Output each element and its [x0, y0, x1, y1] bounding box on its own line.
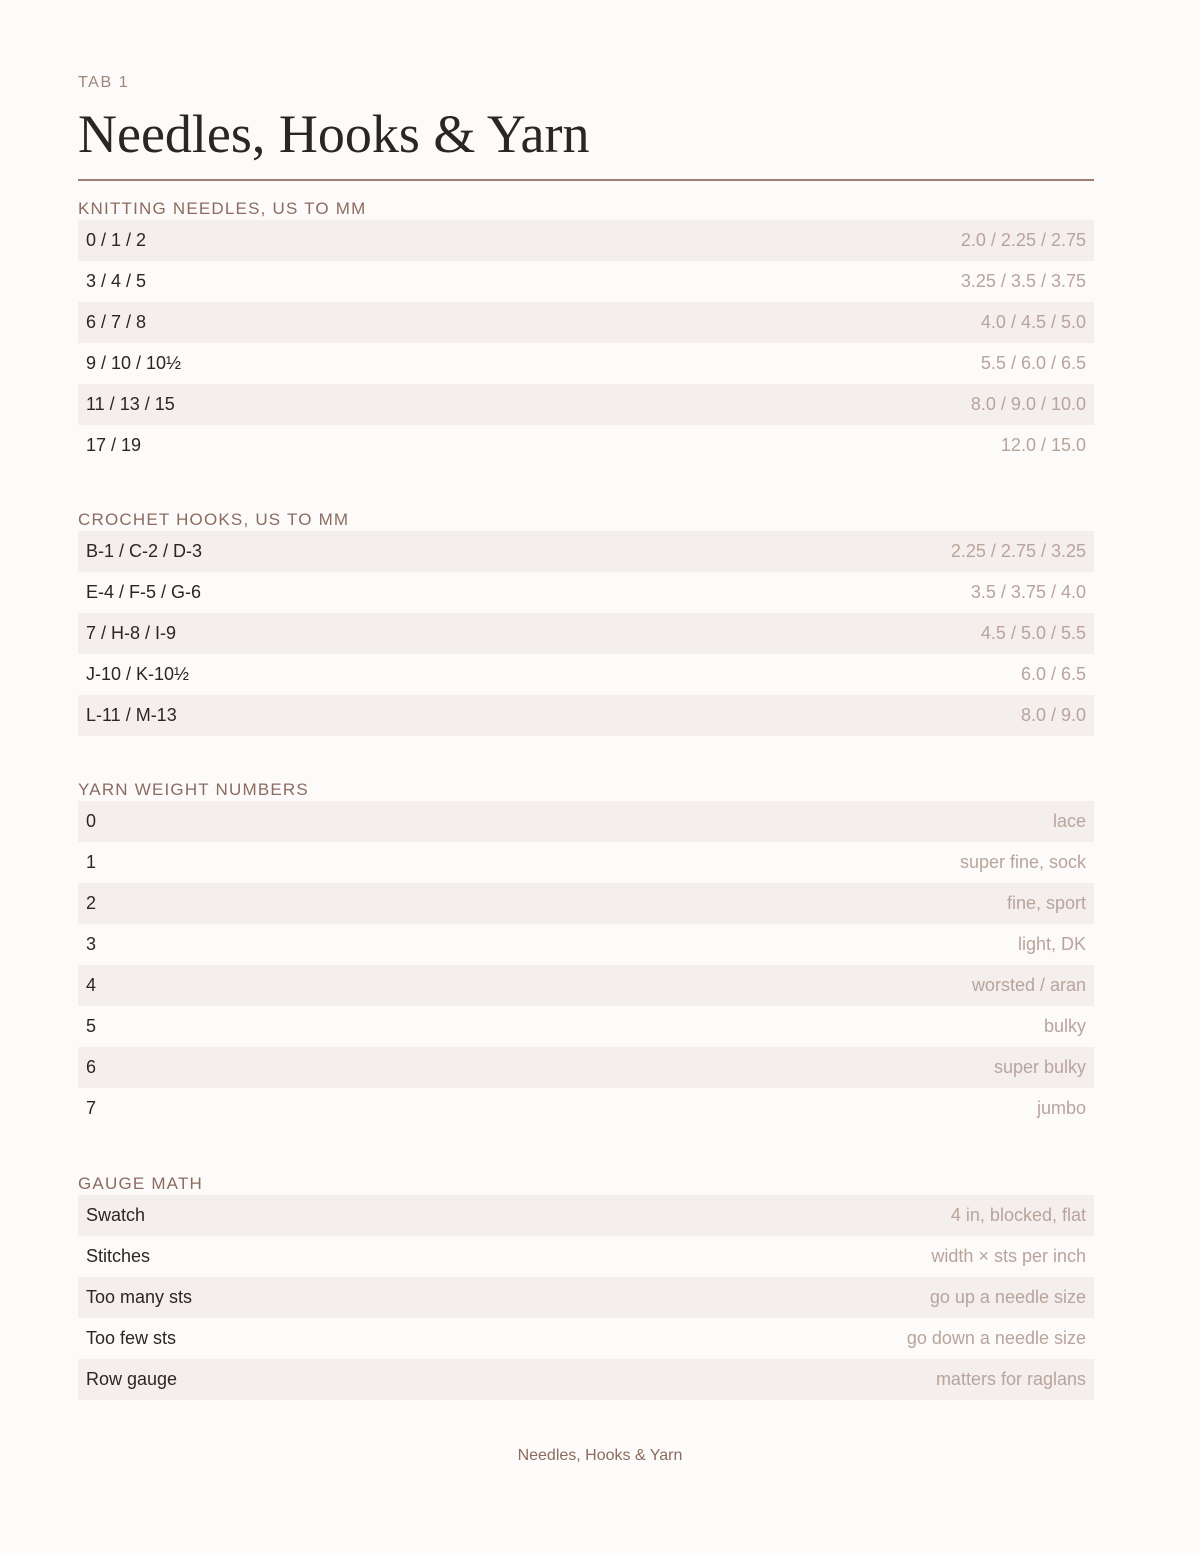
table-row: [78, 425, 1094, 466]
table-row: [78, 1195, 1094, 1236]
row-value: 4.5 / 5.0 / 5.5: [980, 623, 1086, 643]
row-value: go up a needle size: [929, 1287, 1086, 1307]
table-row: [78, 883, 1094, 924]
row-value: jumbo: [1036, 1098, 1086, 1118]
row-key: E-4 / F-5 / G-6: [86, 582, 202, 602]
table-row: [78, 220, 1094, 261]
row-key: 0: [86, 811, 97, 831]
section-heading: KNITTING NEEDLES, US TO MM: [78, 199, 367, 218]
row-value: 4.0 / 4.5 / 5.0: [980, 312, 1086, 332]
page-footer: Needles, Hooks & Yarn: [517, 1447, 683, 1464]
table-row: [78, 1006, 1094, 1047]
row-key: L-11 / M-13: [86, 705, 177, 725]
row-key: Too many sts: [86, 1287, 193, 1307]
section-heading: CROCHET HOOKS, US TO MM: [78, 510, 350, 529]
row-key: 7: [86, 1098, 97, 1118]
row-value: width × sts per inch: [931, 1246, 1086, 1266]
row-value: super fine, sock: [959, 852, 1086, 872]
row-value: matters for raglans: [935, 1369, 1086, 1389]
row-value: 8.0 / 9.0 / 10.0: [970, 394, 1086, 414]
row-value: light, DK: [1017, 934, 1086, 954]
row-value: fine, sport: [1006, 893, 1086, 913]
table-row: [78, 965, 1094, 1006]
row-key: 7 / H-8 / I-9: [86, 623, 177, 643]
table-row: [78, 531, 1094, 572]
knitting-needles-table: [78, 220, 1094, 466]
table-row: [78, 842, 1094, 883]
row-key: 5: [86, 1016, 97, 1036]
tab-label: TAB 1: [78, 74, 130, 91]
table-row: [78, 654, 1094, 695]
section-yarn-weights: [78, 779, 1094, 1129]
table-row: [78, 1318, 1094, 1359]
row-key: 3: [86, 934, 97, 954]
table-row: [78, 1277, 1094, 1318]
row-key: Stitches: [86, 1246, 151, 1266]
section-knitting-needles: [78, 198, 1094, 466]
row-key: 0 / 1 / 2: [86, 230, 147, 250]
table-row: [78, 613, 1094, 654]
row-key: 17 / 19: [86, 435, 142, 455]
row-key: Too few sts: [86, 1328, 177, 1348]
row-key: 1: [86, 852, 97, 872]
row-value: 2.0 / 2.25 / 2.75: [960, 230, 1086, 250]
table-row: [78, 343, 1094, 384]
row-value: 6.0 / 6.5: [1020, 664, 1086, 684]
row-value: super bulky: [993, 1057, 1086, 1077]
table-row: [78, 1359, 1094, 1400]
section-crochet-hooks: [78, 509, 1094, 736]
row-key: Swatch: [86, 1205, 146, 1225]
row-value: 3.25 / 3.5 / 3.75: [960, 271, 1086, 291]
gauge-math-table: [78, 1195, 1094, 1400]
row-key: 2: [86, 893, 97, 913]
row-key: 4: [86, 975, 97, 995]
table-row: [78, 302, 1094, 343]
table-row: [78, 384, 1094, 425]
crochet-hooks-table: [78, 531, 1094, 736]
row-value: 12.0 / 15.0: [1000, 435, 1086, 455]
row-value: lace: [1052, 811, 1086, 831]
table-row: [78, 572, 1094, 613]
row-key: 6 / 7 / 8: [86, 312, 147, 332]
yarn-weights-table: [78, 801, 1094, 1129]
row-value: bulky: [1043, 1016, 1086, 1036]
row-key: 9 / 10 / 10½: [86, 353, 182, 373]
title-divider: [78, 179, 1094, 181]
row-key: 3 / 4 / 5: [86, 271, 147, 291]
row-value: 8.0 / 9.0: [1020, 705, 1086, 725]
row-key: Row gauge: [86, 1369, 178, 1389]
section-gauge-math: [78, 1173, 1094, 1400]
row-value: go down a needle size: [906, 1328, 1086, 1348]
row-value: 4 in, blocked, flat: [950, 1205, 1086, 1225]
table-row: [78, 695, 1094, 736]
page-title: Needles, Hooks & Yarn: [78, 104, 590, 164]
row-key: B-1 / C-2 / D-3: [86, 541, 203, 561]
row-value: 5.5 / 6.0 / 6.5: [980, 353, 1086, 373]
row-key: J-10 / K-10½: [86, 664, 190, 684]
table-row: [78, 261, 1094, 302]
table-row: [78, 1236, 1094, 1277]
section-heading: YARN WEIGHT NUMBERS: [78, 780, 309, 799]
row-value: worsted / aran: [971, 975, 1086, 995]
table-row: [78, 1047, 1094, 1088]
table-row: [78, 924, 1094, 965]
section-heading: GAUGE MATH: [78, 1174, 204, 1193]
row-key: 11 / 13 / 15: [86, 394, 175, 414]
row-value: 2.25 / 2.75 / 3.25: [950, 541, 1086, 561]
row-key: 6: [86, 1057, 97, 1077]
row-value: 3.5 / 3.75 / 4.0: [970, 582, 1086, 602]
table-row: [78, 1088, 1094, 1129]
table-row: [78, 801, 1094, 842]
